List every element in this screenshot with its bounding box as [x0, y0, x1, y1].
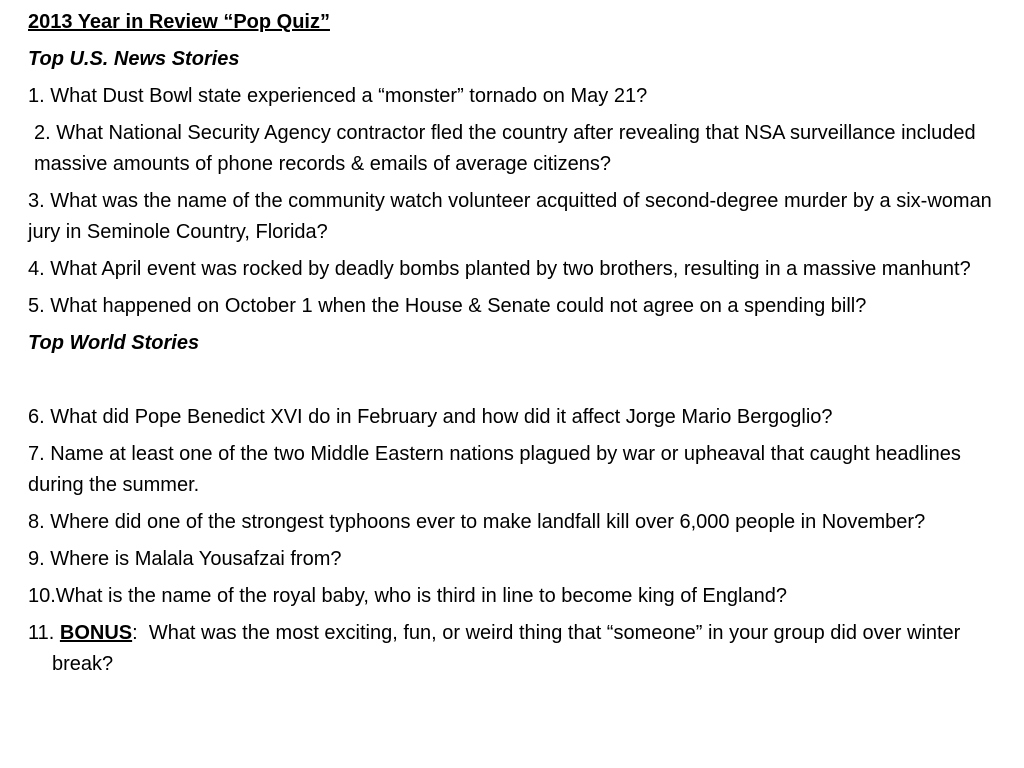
question-6: 6. What did Pope Benedict XVI do in February and how did it affect Jorge Mario Bergoglio? [28, 406, 833, 428]
bonus-colon: : [132, 622, 138, 644]
question-10: 10.What is the name of the royal baby, who is third in line to become king of England? [28, 585, 787, 607]
question-4: 4. What April event was rocked by deadly bombs planted by two brothers, resulting in a massive manhunt? [28, 258, 971, 280]
bonus-label: BONUS [59, 622, 133, 644]
question-11-bonus [28, 618, 1012, 680]
question-5: 5. What happened on October 1 when the House & Senate could not agree on a spending bill? [28, 295, 867, 317]
section-heading-us: Top U.S. News Stories [28, 48, 240, 70]
bonus-question-text: What was the most exciting, fun, or weird thing that “someone” in your group did over winter break? [52, 622, 961, 675]
question-9: 9. Where is Malala Yousafzai from? [28, 548, 342, 570]
question-2: 2. What National Security Agency contractor fled the country after revealing that NSA surveillance included massive amounts of phone records & emails of average citizens? [34, 122, 976, 175]
section-spacer [28, 365, 1012, 402]
question-7: 7. Name at least one of the two Middle Eastern nations plagued by war or upheaval that caught headlines during the summer. [28, 443, 961, 496]
question-3: 3. What was the name of the community watch volunteer acquitted of second-degree murder by a six-woman jury in Seminole Country, Florida? [28, 190, 992, 243]
question-1: 1. What Dust Bowl state experienced a “monster” tornado on May 21? [28, 85, 648, 107]
bonus-number: 11. [28, 622, 55, 644]
quiz-title: 2013 Year in Review “Pop Quiz” [28, 11, 330, 33]
section-heading-world: Top World Stories [28, 332, 200, 354]
question-8: 8. Where did one of the strongest typhoons ever to make landfall kill over 6,000 people in November? [28, 511, 926, 533]
